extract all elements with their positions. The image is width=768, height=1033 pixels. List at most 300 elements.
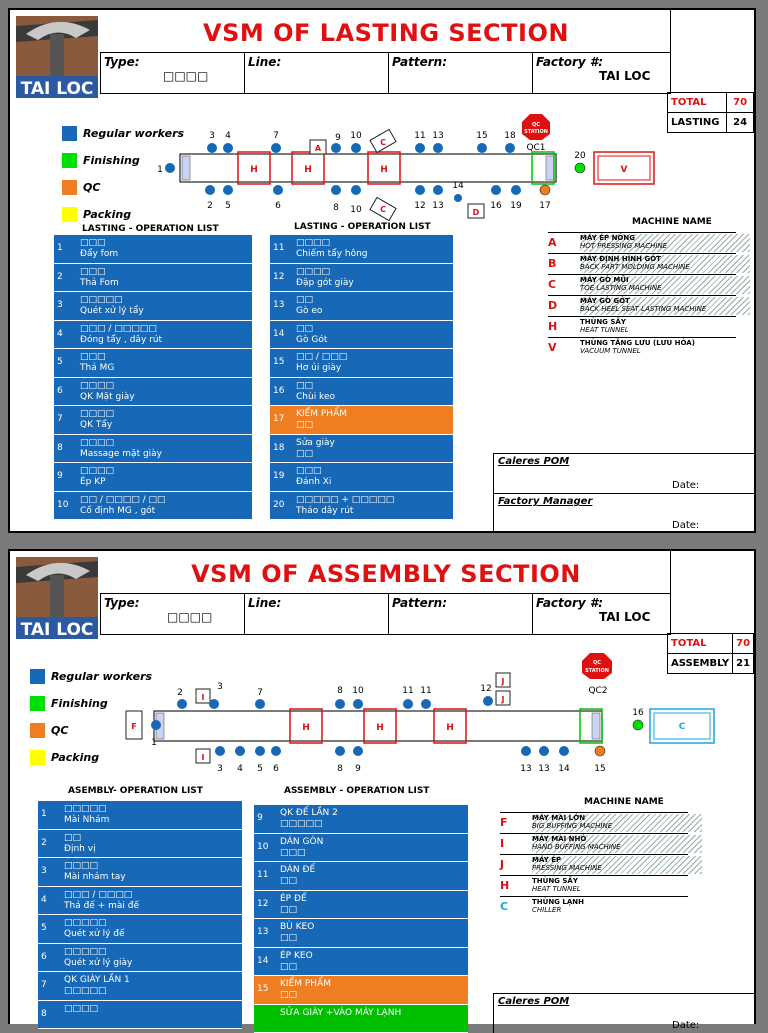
svg-text:8: 8 [337, 686, 343, 696]
svg-text:A: A [315, 144, 322, 153]
operation-label: □□□ [80, 267, 106, 277]
operation-number: 6 [41, 952, 47, 962]
assembly-oplist-left [38, 801, 242, 1029]
svg-text:15: 15 [476, 131, 487, 141]
machine-c [370, 197, 396, 220]
machine-name-vn: MÁY ĐỊNH HÌNH GÓT [580, 255, 750, 263]
machine-name-vn: THÙNG TĂNG LƯU (LƯU HÓA) [580, 339, 750, 347]
legend-finishing: Finishing [62, 147, 184, 174]
operation-number: 17 [273, 414, 284, 424]
svg-text:10: 10 [352, 686, 364, 696]
totals-table: TOTAL 70 LASTING 24 [667, 92, 754, 133]
signature-factory-manager: Factory Manager Date: [493, 493, 756, 533]
operation-number: 3 [57, 300, 63, 310]
machine-name-en: HEAT TUNNEL [580, 326, 750, 334]
operation-label: DÁN ĐẾ [280, 865, 315, 875]
svg-text:10: 10 [350, 131, 362, 141]
assembly-oplist-right [254, 805, 468, 1033]
svg-text:C: C [380, 205, 386, 214]
machine-code: C [500, 900, 508, 913]
operation-label: □□□□ [80, 438, 114, 448]
operation-number: 10 [57, 500, 68, 510]
operation-label: ÉP ĐẾ [280, 894, 307, 904]
svg-text:7: 7 [257, 688, 263, 698]
operation-item [38, 1001, 242, 1030]
operation-label: □□□□ [296, 267, 330, 277]
machine-i [196, 749, 210, 763]
svg-text:4: 4 [237, 764, 243, 774]
operation-label: □□□□□ [64, 804, 107, 814]
operation-label: □□□□□ [80, 295, 123, 305]
machine-name-en: BACK PART MOLDING MACHINE [580, 263, 750, 271]
operation-label: □□□□ [80, 466, 114, 476]
machine-code: J [500, 858, 504, 871]
qc-worker [540, 185, 550, 195]
assembly-sheet [8, 549, 756, 1024]
operation-label: □□□□□ [64, 947, 107, 957]
factory-field: Factory #: TAI LOC [532, 52, 671, 94]
qc-worker [595, 746, 605, 756]
machine-name-en: HEAT TUNNEL [532, 885, 702, 893]
operation-number: 4 [41, 895, 47, 905]
operation-label: Mài Nhám [64, 815, 109, 825]
svg-text:14: 14 [452, 181, 464, 191]
operation-number: 7 [41, 980, 47, 990]
operation-item [254, 948, 468, 977]
svg-text:1: 1 [157, 165, 163, 175]
svg-text:H: H [380, 165, 388, 175]
machine-legend-title: MACHINE NAME [584, 797, 688, 807]
operation-item [54, 264, 252, 293]
svg-text:16: 16 [490, 201, 502, 211]
workers-bottom [205, 185, 521, 202]
machine-legend [548, 217, 736, 358]
operation-item [270, 321, 453, 350]
operation-number: 5 [41, 923, 47, 933]
svg-text:8: 8 [333, 203, 339, 213]
svg-text:I: I [202, 753, 205, 762]
operation-item [38, 830, 242, 859]
operation-item [54, 378, 252, 407]
operation-number: 6 [57, 386, 63, 396]
signature-caleres: Caleres POM Date: [493, 453, 756, 493]
machine-i [196, 689, 210, 703]
pattern-field: Pattern: [388, 593, 532, 635]
operation-number: 19 [273, 471, 284, 481]
operation-label: Mài nhám tay [64, 872, 126, 882]
machine-row [548, 253, 736, 274]
svg-text:11: 11 [420, 686, 431, 696]
operation-label: □□□ [280, 848, 306, 858]
tai-loc-logo [16, 557, 98, 639]
machine-row [500, 812, 688, 833]
operation-label: □□□□ [296, 238, 330, 248]
operation-item [270, 435, 453, 464]
svg-text:QC: QC [532, 122, 540, 128]
machine-name-vn: MÁY GÒ GÓT [580, 297, 750, 305]
operation-label: Sửa giày [296, 438, 335, 448]
operation-number: 16 [273, 386, 284, 396]
legend-regular: Regular workers [30, 663, 152, 690]
operation-item [254, 891, 468, 920]
svg-text:C: C [380, 138, 386, 147]
svg-text:10: 10 [350, 205, 362, 215]
operation-item [254, 805, 468, 834]
operation-number: 11 [273, 243, 284, 253]
operation-label: □□□ / □□□□□ [80, 324, 157, 334]
operation-label: □□□□□ [64, 918, 107, 928]
type-field: Type: □□□□ [100, 593, 244, 635]
svg-text:J: J [501, 677, 505, 686]
operation-item [270, 406, 453, 435]
machine-row [548, 295, 736, 316]
finishing-worker [575, 163, 585, 173]
operation-item [54, 492, 252, 521]
machine-row [548, 316, 736, 337]
operation-label: □□ [296, 295, 313, 305]
oplist-title-right: ASSEMBLY - OPERATION LIST [284, 786, 429, 796]
machine-legend [500, 797, 688, 917]
operation-number: 18 [273, 443, 284, 453]
operation-item [270, 235, 453, 264]
operation-label: BÙ KEO [280, 922, 314, 932]
machine-j [496, 691, 510, 705]
machine-code: C [548, 278, 556, 291]
operation-number: 14 [257, 956, 268, 966]
operation-label: Chùi keo [296, 392, 335, 402]
operation-label: DÁN GÒN [280, 837, 323, 847]
operation-item [254, 976, 468, 1005]
operation-item [54, 321, 252, 350]
operation-item [54, 292, 252, 321]
operation-label: QK Tẩy [80, 420, 112, 430]
svg-text:H: H [376, 723, 384, 733]
svg-text:18: 18 [504, 131, 516, 141]
svg-text:J: J [501, 695, 505, 704]
machine-legend-title: MACHINE NAME [632, 217, 736, 227]
operation-number: 7 [57, 414, 63, 424]
machine-row [500, 854, 688, 875]
svg-text:4: 4 [225, 131, 231, 141]
operation-label: □□□ [80, 238, 106, 248]
pattern-field: Pattern: [388, 52, 532, 94]
operation-label: Quét xử lý đế [64, 929, 125, 939]
svg-text:6: 6 [275, 201, 281, 211]
operation-item [254, 1005, 468, 1033]
tai-loc-logo [16, 16, 98, 98]
operation-label: □□□□□ [280, 819, 323, 829]
operation-label: Đóng tẩy , dây rút [80, 335, 162, 345]
operation-item [270, 378, 453, 407]
operation-number: 1 [57, 243, 63, 253]
operation-item [38, 915, 242, 944]
oplist-title-left: ASEMBLY- OPERATION LIST [68, 786, 203, 796]
operation-label: KIỂM PHẨM [296, 409, 347, 419]
machine-row [500, 896, 688, 917]
operation-item [270, 264, 453, 293]
operation-number: 13 [273, 300, 284, 310]
svg-text:12: 12 [480, 684, 491, 694]
operation-label: □□ [280, 933, 297, 943]
machine-name-en: TOE LASTING MACHINE [580, 284, 750, 292]
operation-item [38, 801, 242, 830]
svg-text:H: H [250, 165, 258, 175]
operation-label: Hơ ủi giày [296, 363, 341, 373]
operation-label: □□□□□ + □□□□□ [296, 495, 394, 505]
operation-label: Đánh Xi [296, 477, 331, 487]
operation-label: QK Mặt giày [80, 392, 135, 402]
workers-bottom [215, 746, 569, 756]
operation-label: Đẩy fom [80, 249, 118, 259]
legend-qc: QC [62, 174, 184, 201]
machine-d [468, 204, 484, 218]
svg-text:5: 5 [225, 201, 231, 211]
operation-number: 10 [257, 842, 268, 852]
svg-text:9: 9 [335, 133, 341, 143]
operation-label: SỬA GIÀY +VÀO MÁY LẠNH [280, 1008, 401, 1018]
machine-row [548, 337, 736, 358]
lasting-oplist-right [270, 235, 453, 520]
machine-name-vn: MÁY MÀI NHỎ [532, 835, 702, 843]
operation-label: Massage mặt giày [80, 449, 162, 459]
operation-label: QK GIÀY LẦN 1 [64, 975, 130, 985]
operation-label: □□□ [296, 466, 322, 476]
svg-text:20: 20 [574, 151, 586, 161]
operation-label: Tháo dây rút [296, 506, 353, 516]
svg-text:9: 9 [355, 764, 361, 774]
svg-text:14: 14 [558, 764, 570, 774]
machine-code: B [548, 257, 556, 270]
svg-text:15: 15 [594, 764, 605, 774]
type-field: Type: □□□□ [100, 52, 244, 94]
svg-text:13: 13 [538, 764, 549, 774]
operation-number: 15 [273, 357, 284, 367]
operation-item [254, 862, 468, 891]
operation-label: □□ [296, 381, 313, 391]
chiller [650, 709, 714, 743]
operation-number: 1 [41, 809, 47, 819]
operation-number: 12 [273, 272, 284, 282]
lasting-sheet [8, 8, 756, 533]
svg-text:QC: QC [593, 660, 601, 666]
svg-text:I: I [202, 693, 205, 702]
machine-j [496, 673, 510, 687]
operation-item [54, 463, 252, 492]
svg-text:STATION: STATION [585, 668, 609, 674]
machine-name-en: VACUUM TUNNEL [580, 347, 750, 355]
svg-text:19: 19 [510, 201, 522, 211]
operation-label: Ép KP [80, 477, 106, 487]
operation-item [270, 349, 453, 378]
machine-name-vn: MÁY ÉP NÓNG [580, 234, 750, 242]
svg-text:6: 6 [273, 764, 279, 774]
machine-name-en: BACK HEEL SEAT LASTING MACHINE [580, 305, 750, 313]
page-title: VSM OF LASTING SECTION [102, 10, 670, 54]
machine-a [310, 140, 326, 154]
svg-text:V: V [621, 165, 628, 175]
operation-label: QK ĐẾ LẦN 2 [280, 808, 338, 818]
svg-text:D: D [473, 208, 480, 217]
svg-text:12: 12 [414, 201, 425, 211]
svg-text:H: H [302, 723, 310, 733]
operation-number: 2 [41, 838, 47, 848]
operation-label: □□ [280, 990, 297, 1000]
line-field: Line: [244, 593, 388, 635]
svg-text:H: H [304, 165, 312, 175]
svg-text:F: F [131, 722, 136, 731]
machine-code: F [500, 816, 508, 829]
operation-label: Định vị [64, 844, 96, 854]
operation-item [270, 492, 453, 521]
operation-number: 9 [257, 813, 263, 823]
svg-text:8: 8 [337, 764, 343, 774]
operation-label: □□ [280, 876, 297, 886]
operation-number: 2 [57, 272, 63, 282]
qc-label: QC1 [526, 143, 545, 153]
operation-label: □□□ [80, 352, 106, 362]
svg-text:H: H [446, 723, 454, 733]
finishing-worker [633, 720, 643, 730]
svg-text:3: 3 [217, 764, 223, 774]
logo-text: TAI LOC [21, 620, 94, 640]
factory-field: Factory #: TAI LOC [532, 593, 671, 635]
operation-item [54, 349, 252, 378]
operation-number: 3 [41, 866, 47, 876]
machine-code: H [548, 320, 557, 333]
operation-label: Đập gót giày [296, 278, 354, 288]
operation-label: □□ / □□□□ / □□ [80, 495, 166, 505]
operation-label: Gò eo [296, 306, 322, 316]
machine-code: D [548, 299, 557, 312]
operation-label: Quét xử lý giày [64, 958, 132, 968]
svg-text:3: 3 [209, 131, 215, 141]
svg-text:11: 11 [414, 131, 425, 141]
operation-label: □□ [296, 324, 313, 334]
operation-label: Thả đế + mài đế [64, 901, 139, 911]
operation-number: 15 [257, 984, 268, 994]
legend-packing: Packing [62, 201, 184, 228]
totals-table: TOTAL 70 ASSEMBLY 21 [667, 633, 754, 674]
lasting-line-diagram [150, 108, 670, 228]
operation-label: □□□□ [80, 409, 114, 419]
machine-name-en: BIG BUFFING MACHINE [532, 822, 702, 830]
machine-row [500, 875, 688, 896]
machine-code: A [548, 236, 557, 249]
operation-label: □□□□ [64, 1004, 98, 1014]
svg-text:2: 2 [177, 688, 183, 698]
svg-text:16: 16 [632, 708, 644, 718]
operation-item [38, 972, 242, 1001]
operation-item [270, 292, 453, 321]
operation-item [38, 858, 242, 887]
machine-name-vn: THÙNG SẤY [580, 318, 750, 326]
machine-name-vn: MÁY MÀI LỚN [532, 814, 702, 822]
machine-code: H [500, 879, 509, 892]
qc-label: QC2 [588, 686, 607, 696]
operation-label: □□ [280, 905, 297, 915]
operation-label: □□ / □□□ [296, 352, 347, 362]
operation-label: □□□□ [64, 861, 98, 871]
operation-item [38, 887, 242, 916]
signature-caleres: Caleres POM Date: [493, 993, 756, 1033]
operation-item [254, 919, 468, 948]
machine-f [126, 711, 142, 739]
machine-name-vn: THÙNG SẤY [532, 877, 702, 885]
operation-label: KIỂM PHẨM [280, 979, 331, 989]
lasting-oplist-left [54, 235, 252, 520]
svg-text:2: 2 [207, 201, 213, 211]
legend-finishing: Finishing [30, 690, 152, 717]
vacuum-tunnel [594, 152, 654, 184]
operation-label: Thả Fom [80, 278, 119, 288]
svg-text:13: 13 [432, 131, 443, 141]
machine-code: V [548, 341, 557, 354]
qc-station-sign [582, 653, 612, 679]
machine-name-vn: MÁY ÉP [532, 856, 702, 864]
signature-block [493, 453, 756, 533]
operation-number: 11 [257, 870, 268, 880]
machine-name-en: HOT PRESSING MACHINE [580, 242, 750, 250]
svg-text:C: C [679, 722, 686, 732]
svg-text:5: 5 [257, 764, 263, 774]
machine-name-vn: MÁY GÒ MŨI [580, 276, 750, 284]
machine-name-en: HAND BUFFING MACHINE [532, 843, 702, 851]
operation-label: □□□□□ [64, 986, 107, 996]
operation-label: □□ [280, 962, 297, 972]
svg-text:13: 13 [520, 764, 531, 774]
operation-number: 8 [57, 443, 63, 453]
signature-block [493, 993, 756, 1033]
operation-label: □□ [296, 449, 313, 459]
oplist-title-left: LASTING - OPERATION LIST [82, 224, 219, 234]
legend-packing: Packing [30, 744, 152, 771]
oplist-title-right: LASTING - OPERATION LIST [294, 222, 431, 232]
operation-label: Gò Gót [296, 335, 327, 345]
legend-regular: Regular workers [62, 120, 184, 147]
operation-item [270, 463, 453, 492]
qc-station-sign [522, 114, 550, 140]
svg-text:13: 13 [432, 201, 443, 211]
operation-label: Chiếm tẩy hông [296, 249, 368, 259]
machine-name-vn: THÙNG LẠNH [532, 898, 702, 906]
operation-label: □□ [296, 420, 313, 430]
operation-item [38, 944, 242, 973]
svg-text:11: 11 [402, 686, 413, 696]
operation-number: 12 [257, 899, 268, 909]
page-title: VSM OF ASSEMBLY SECTION [102, 551, 670, 595]
operation-number: 5 [57, 357, 63, 367]
svg-text:3: 3 [217, 682, 223, 692]
svg-text:STATION: STATION [524, 129, 548, 135]
assembly-line-diagram [114, 649, 714, 779]
operation-label: □□□□ [80, 381, 114, 391]
svg-text:1: 1 [151, 738, 157, 748]
operation-item [254, 834, 468, 863]
operation-label: Thả MG [80, 363, 114, 373]
svg-text:7: 7 [273, 131, 279, 141]
line-field: Line: [244, 52, 388, 94]
operation-number: 9 [57, 471, 63, 481]
machine-name-en: CHILLER [532, 906, 702, 914]
logo-text: TAI LOC [21, 79, 94, 99]
operation-number: 13 [257, 927, 268, 937]
machine-row [548, 232, 736, 253]
operation-label: Cố định MG , gót [80, 506, 155, 516]
operation-number: 20 [273, 500, 284, 510]
machine-row [548, 274, 736, 295]
machine-name-en: PRESSING MACHINE [532, 864, 702, 872]
operation-label: □□ [64, 833, 81, 843]
